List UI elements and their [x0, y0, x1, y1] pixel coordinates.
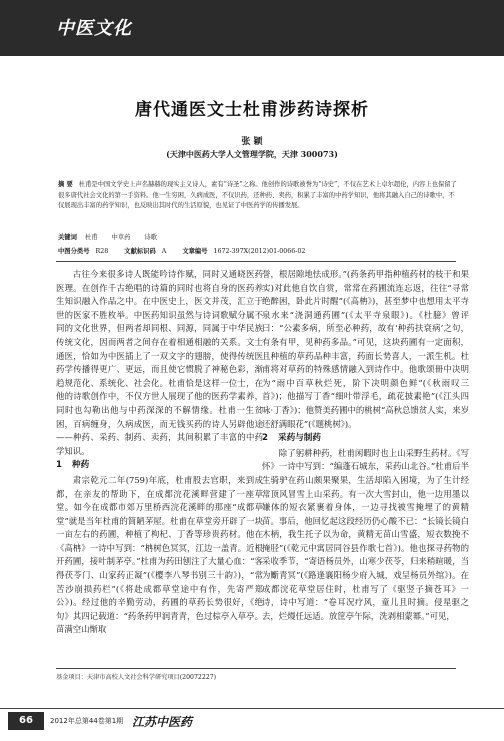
page-footer: [0, 712, 504, 730]
keywords-label: 关键词: [58, 234, 77, 241]
abstract-divider: [56, 261, 456, 262]
section-title: 采药与制药: [277, 433, 321, 444]
body-paragraph: 誉，根居隙地怯成形。”(药条药甲指种植药材的枝干和果实)对此他自饮自赏，常常在药圃流连忘返，往往“寻常绝醉困，卧此片时醒”(《高柟》)，甚至梦中也想用太平寺泉水来“浇洞通药圃”(《太平寺泉眼》)。《杜臆》曾评曰：“公素多病，所至必种药，故有‘种药扶衰病’之句，有条有甲，见种药多品。”可见，这块药圃有一定面积，且种植的草药品种丰富，药面长势喜人，一派生机。杜甫将对草药的特殊感情融入到诗作中。他歌颂冊中决明为“雨中百草秋烂死，阶下决明颜色鲜”(《秋雨叹三首》)；他描写丁香“细叶带浮毛，疏花披素艳”(《江头四咏·丁香》)；他赞美药圃中的桃树“高秋总馈贫人实，来岁还舒满眼花”(《题桃树》)。: [262, 269, 470, 429]
section-title: 种药: [71, 460, 90, 471]
article-id-value: 1672-397X(2012)01-0066-02: [213, 248, 306, 255]
body-paragraph: 肃宗乾元二年(759)年底，杜甫股去官职，来到成都，在亲友的帮助下，在成都浣花溪畔营建了一座草堂。如今在成都市郊万里桥西浣花溪畔的那座“成都草堂”就是当年杜甫的简陋茅屋。杜甫在草堂旁开辟了一块一亩左右的药圃，种植了枸杞、丁香等珍贵药材。他在《高柟》一诗中写到：“柟树色冥冥，江边一盖青。近根开药圃，接叶制茅亭。”杜甫为药田刨注了大量心血：“客得茯苓门、山家药正凝”(《樱李八琴书别三十韵》)，“常苦沙崩损药栏”(《将赴成都草堂途中有作，先寄严郑公》)。经过他的辛勤劳动，药圃的草药长势很好，《绝句》其四记载道：“药条药甲润青青，色过棕亭入草亭。苗满空山惭取: [56, 474, 263, 635]
journal-header-band: [0, 0, 504, 56]
section-heading: [56, 459, 263, 473]
classification-line: [58, 246, 478, 255]
journal-name: 中医文化: [56, 18, 132, 39]
section-number: 2: [262, 433, 268, 444]
section-number: 1: [56, 460, 62, 471]
body-paragraph: 除了躬耕种药，杜甫闲暇时也上山采野生药材。《写怀》一诗中写到：“编蓬石城东，采药山北谷。”杜甫后半生骑驴在药山颇果聚果，生活却陷入困境，为了生计经常顶风冒雪上山采药。有一次大雪封山，他一边用墨以嫌体的短衣紧裹着身体，一边寻找被雪掩埋了的黄精苗。事后，他回忆起这段经历仍心酸不已：“长镜长镜白木柄，我生托子以为命，黄精无苗山雪盛，短衣数挽不掩胫”(《乾元中寓居同谷县作歌七首》)。他也探寻药物的采收季节，“寄语杨员外，山寒少茯苓，归来稍暄暖，当为斸青冥”(《路逢襄阳杨少府入城，戏呈杨员外绾》)。在成都浣花草堂居住时，杜甫写了《驱竖子摘苍耳》一诗，诗中写道：“卷耳况疗风，童儿且时摘。侵星驱之去，烂熳任远适。放筐亭午际，洗剥相蒙幂。”可见，: [262, 447, 469, 621]
body-column-right: [262, 268, 469, 668]
body-column-left: [56, 268, 263, 668]
footer-journal-name: 江苏中医药: [132, 715, 193, 729]
doc-code-label: 文献标识码: [124, 248, 156, 255]
abstract-text: 杜甫是中国文学史上声名赫赫的现实主义诗人，素有“诗圣”之称。他创作的诗歌被誉为“诗史”，不仅在艺术上卓尔超伦，内容上也保留了很多唐代社会文化的第一手资料。他一生穷困，久病成医，不仅识药，还种药、卖药，积累了丰富的中药学知识，他将其融入自己的诗歌中，不仅展现出丰富的药学知识，也反映出其时代的生活原貌，也见证了中医药学的传播发展。: [58, 181, 457, 209]
clc-value: R28: [95, 248, 109, 255]
article-author: 张 颖: [241, 137, 263, 147]
funding-footnote: 基金项目：天津市高校人文社会科学研究项目(20072227): [56, 674, 217, 681]
keyword-item: 中草药: [111, 234, 131, 241]
keyword-item: 诗歌: [144, 234, 158, 241]
article-id-label: 文章编号: [182, 248, 208, 255]
author-affiliation: (天津中医药大学人文管理学院，天津 300073): [166, 149, 338, 159]
doc-code-value: A: [161, 248, 167, 255]
page-number: 66: [8, 712, 44, 730]
footnote-divider: [56, 668, 456, 669]
article-title: 唐代通医文士杜甫涉药诗探析: [135, 100, 369, 120]
abstract-label: 摘 要: [58, 181, 73, 188]
issue-info: 2012年总第44卷第1期: [50, 717, 124, 725]
keywords: [58, 232, 458, 241]
keyword-item: 杜甫: [84, 234, 98, 241]
footer-divider: [0, 708, 504, 709]
clc-label: 中图分类号: [58, 248, 90, 255]
abstract: [58, 180, 458, 212]
body-paragraph: 古往今来很多诗人既能吟诗作赋，同时又通晓医药医理。在创作千古绝唱的诗篇的同时也将自身的医药养生知识融入作品之中。在中医史上，医文并茂，汇立于世的医家不胜枚举。中医药知识虽然与诗词歌赋分属不同的文化世界，但两者却同根、同源，同属于中华民族传统文化，因而两者之间存在着相通相融的关系。文士通医，恰如为中医插上了一双文字的翅膀，使得传统医药学传播得更广、更远，而且使它惯脱了神秘色彩，渐趋规范化、系统化、社会化。杜甫恰是这样一位士，在他的诗歌创作中，不仅方世人展现了他的医药学素养，同时也勾勒出他与中药深深的不解情缘。杜甫一生贫困，百病缠身，久病成医，而无钱买药的诗人另辟他途——种药、采药、制药、卖药，其间积累了丰富的中药学知识。: [56, 269, 263, 456]
section-heading: [262, 432, 469, 446]
